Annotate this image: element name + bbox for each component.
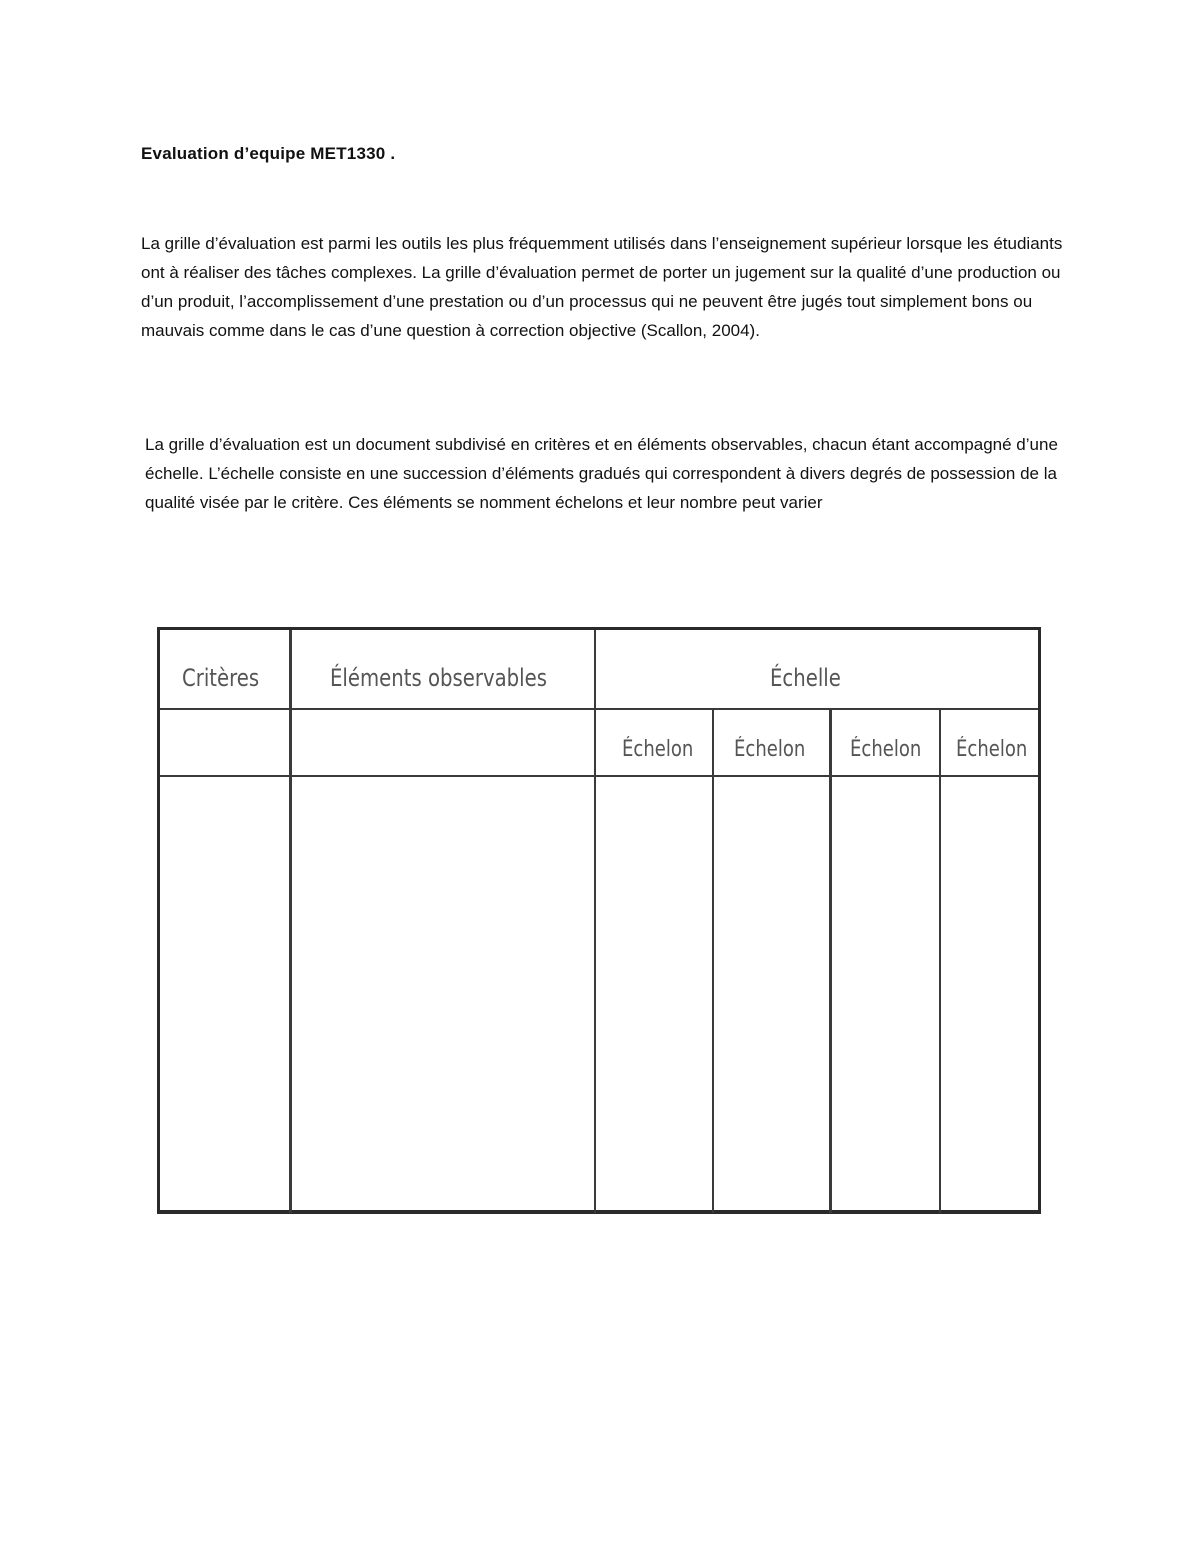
header-scale: Échelle <box>770 664 841 692</box>
level-label-1: Échelon <box>622 737 694 762</box>
paragraph-intro: La grille d’évaluation est parmi les outils les plus fréquemment utilisés dans l’enseignement supérieur lorsque les étudiants ont à réaliser des tâches complexes. La grille d’évaluation permet de porter un jugement sur la qualité d’une production ou d’un produit, l’accomplissement d’une prestation ou d’un processus qui ne peuvent être jugés tout simplement bons ou mauvais comme dans le cas d’une question à correction objective (Scallon, 2004). <box>141 234 1063 340</box>
evaluation-grid-figure <box>157 627 1041 1214</box>
grid-col-divider-criteria <box>289 630 292 1213</box>
grid-col-divider-level-3 <box>939 709 941 1213</box>
header-criteria: Critères <box>182 664 260 692</box>
paragraph-grid-definition: La grille d’évaluation est un document subdivisé en critères et en éléments observables, chacun étant accompagné d’une échelle. L’échelle consiste en une succession d’éléments gradués qui correspondent à divers degrés de possession de la qualité visée par le critère. Ces éléments se nomment échelons et leur nombre peut varier <box>145 435 1058 512</box>
grid-col-divider-level-1 <box>712 709 714 1213</box>
document-title: Evaluation d’equipe MET1330 . <box>141 144 396 163</box>
level-label-2: Échelon <box>734 737 806 762</box>
grid-col-divider-observables <box>594 630 596 1213</box>
header-observables: Éléments observables <box>330 664 548 692</box>
level-label-4: Échelon <box>956 737 1028 762</box>
level-label-3: Échelon <box>850 737 922 762</box>
grid-col-divider-level-2 <box>829 709 832 1213</box>
